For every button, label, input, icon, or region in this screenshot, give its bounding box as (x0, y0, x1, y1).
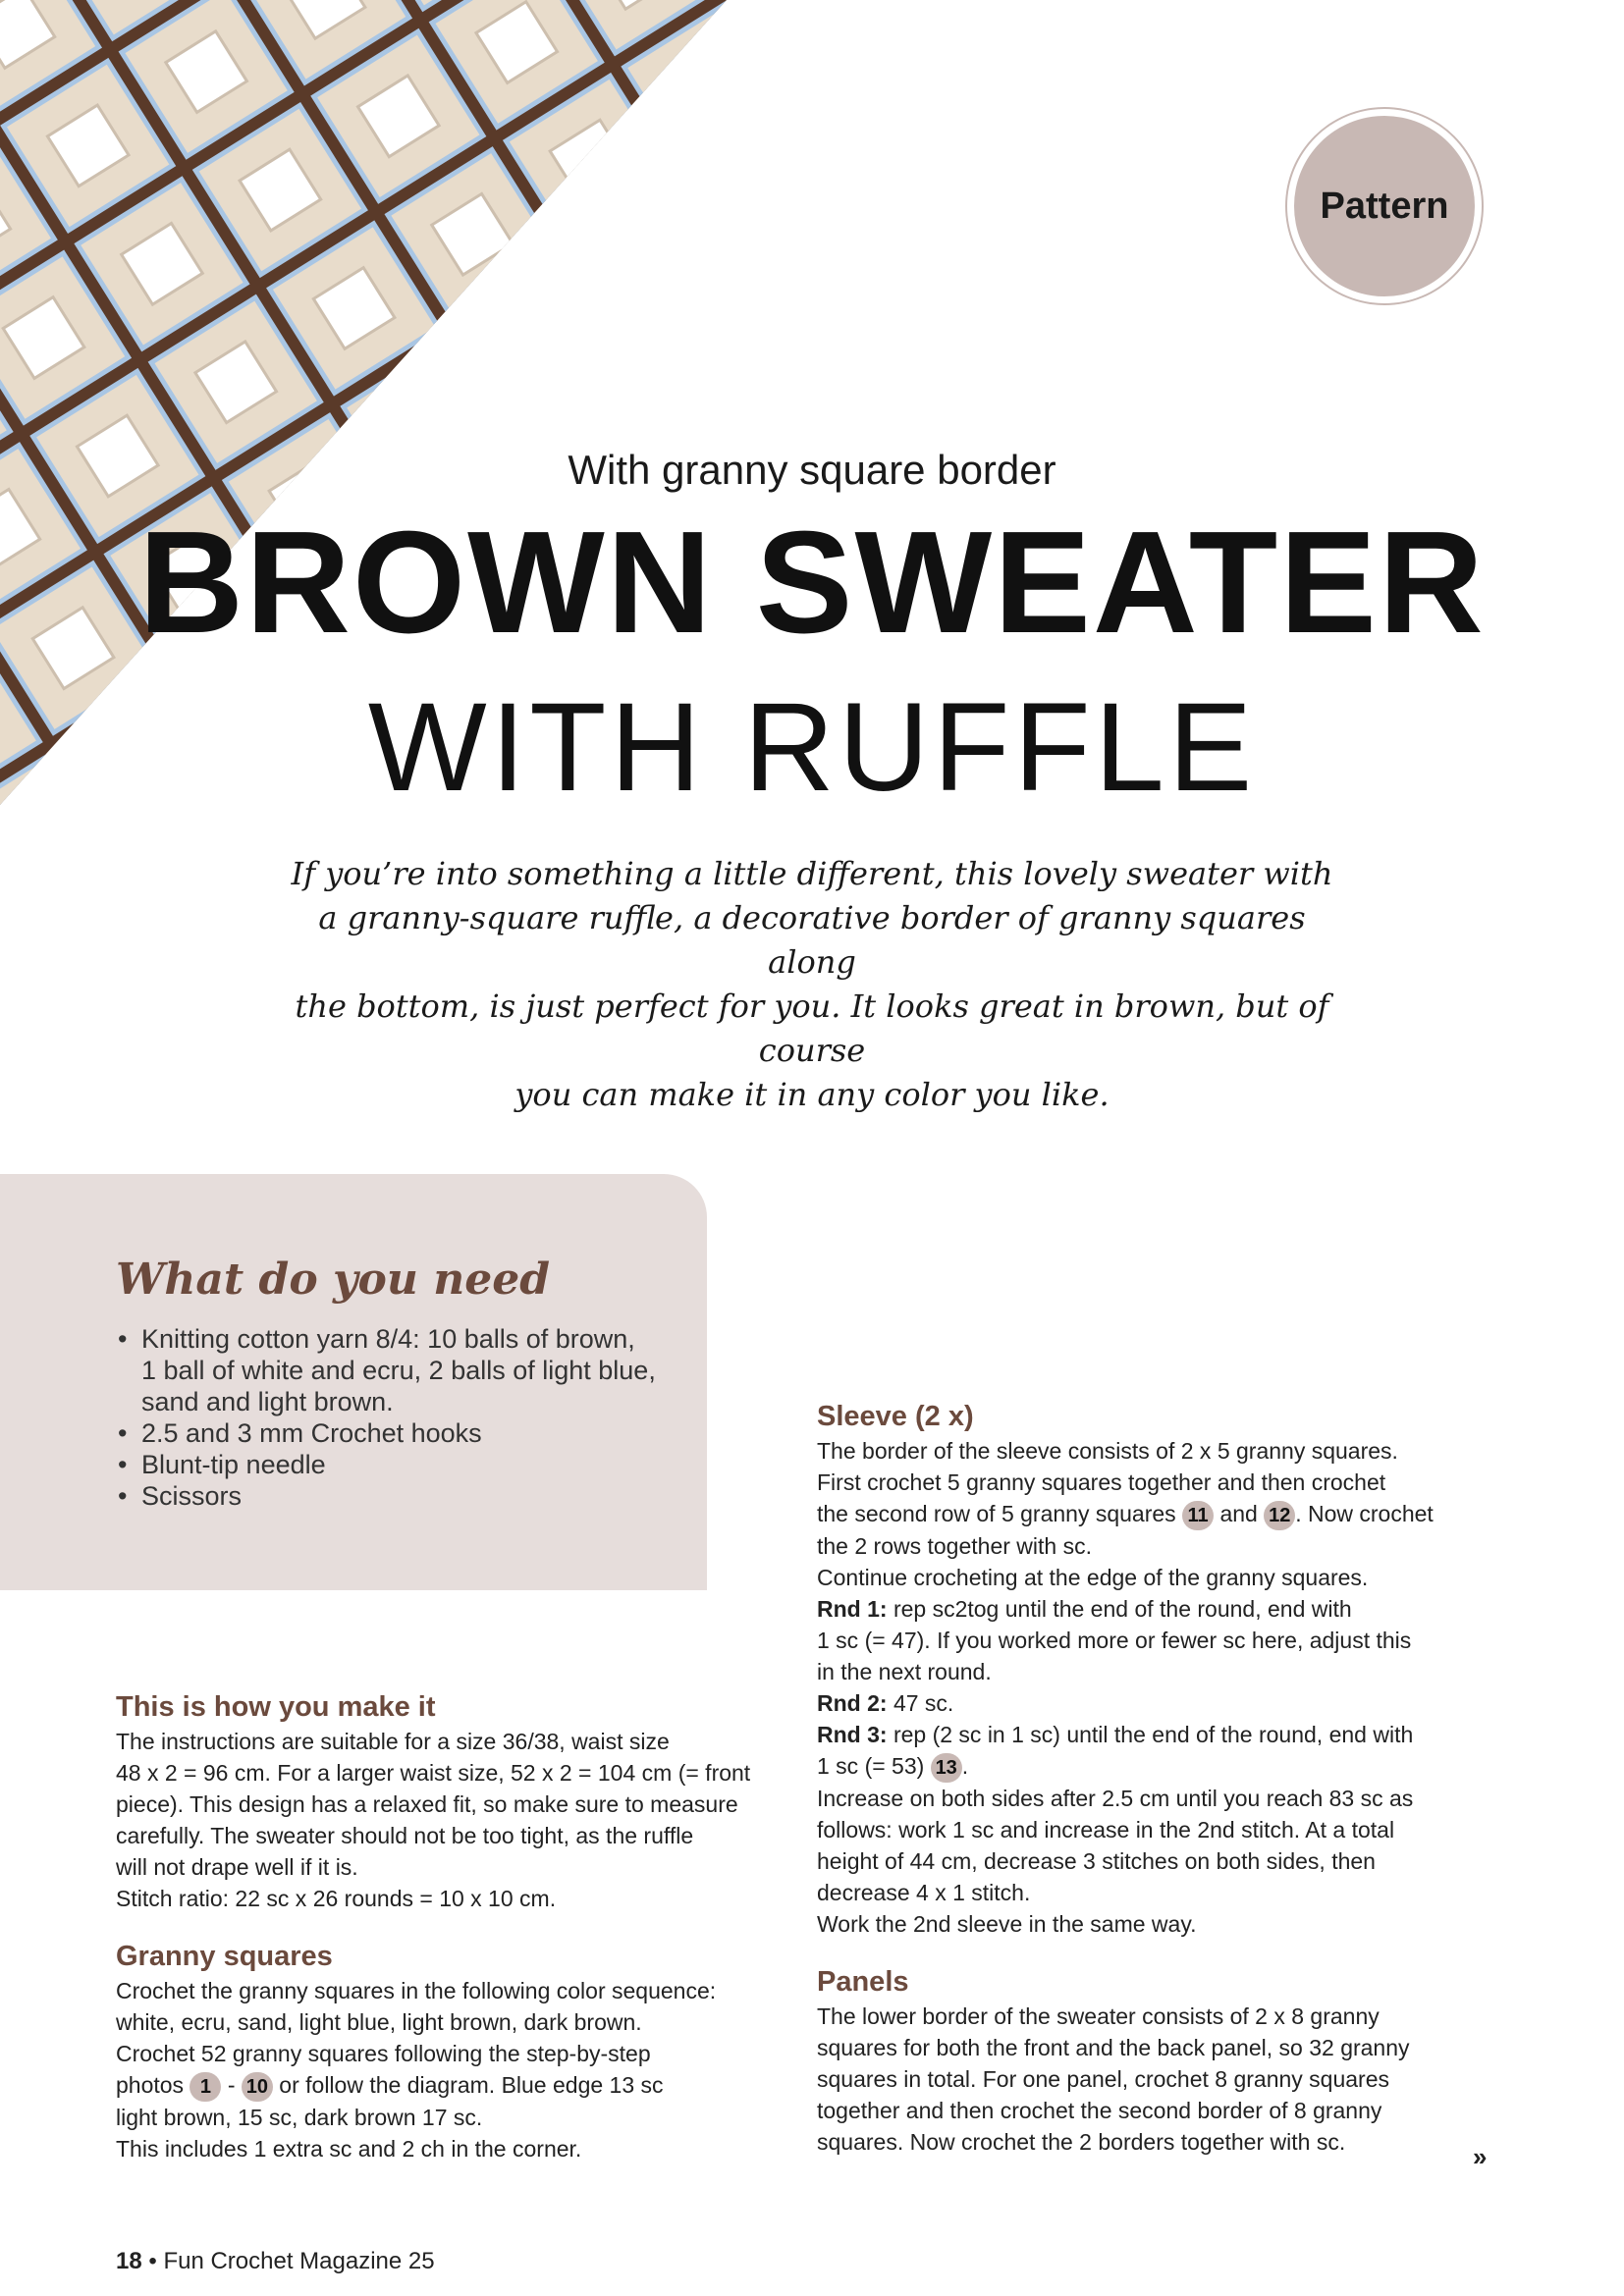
body-line: follows: work 1 sc and increase in the 2nd stitch. At a total (817, 1816, 1395, 1842)
left-column (116, 1688, 784, 2164)
body-text: - (227, 2072, 236, 2098)
body-line: This includes 1 extra sc and 2 ch in the corner. (116, 2135, 582, 2162)
intro-line: If you’re into something a little different, this lovely sweater with (291, 855, 1333, 892)
intro-paragraph (272, 852, 1352, 1117)
right-column (817, 1398, 1494, 2158)
round-label: Rnd 3: (817, 1721, 888, 1747)
body-line: the 2 rows together with sc. (817, 1532, 1092, 1559)
materials-item-text: sand and light brown. (141, 1387, 394, 1416)
body-line (817, 1593, 1494, 1625)
photo-number-badge: 13 (931, 1753, 962, 1783)
continue-arrow-icon: » (1473, 2142, 1488, 2171)
photo-number-badge: 1 (189, 2072, 221, 2102)
body-line: The lower border of the sweater consists of 2 x 8 granny (817, 2002, 1380, 2029)
body-line: together and then crochet the second border of 8 granny (817, 2097, 1382, 2123)
body-line: The instructions are suitable for a size 36/38, waist size (116, 1729, 670, 1754)
materials-item (116, 1323, 705, 1417)
body-text: . (961, 1752, 969, 1779)
body-text: photos (116, 2072, 185, 2098)
magazine-name: Fun Crochet Magazine 25 (163, 2248, 435, 2274)
body-text: the second row of 5 granny squares (817, 1501, 1176, 1526)
article-subtitle: With granny square border (568, 447, 1056, 493)
body-line: squares for both the front and the back panel, so 32 granny (817, 2034, 1410, 2060)
body-line: light brown, 15 sc, dark brown 17 sc. (116, 2104, 483, 2130)
panels-heading: Panels (817, 1965, 909, 1998)
intro-line: a granny-square ruffle, a decorative border of granny squares along (318, 899, 1306, 981)
body-line (817, 1750, 1494, 1783)
body-line: Stitch ratio: 22 sc x 26 rounds = 10 x 10 cm. (116, 1886, 557, 1911)
materials-item: • 2.5 and 3 mm Crochet hooks (116, 1417, 705, 1449)
body-text: 1 sc (= 53) (817, 1752, 925, 1779)
body-text: rep sc2tog until the end of the round, end with (893, 1595, 1352, 1622)
article-title-line2: WITH RUFFLE (367, 677, 1257, 818)
materials-item-text: 1 ball of white and ecru, 2 balls of light blue, (141, 1356, 656, 1385)
body-line: Work the 2nd sleeve in the same way. (817, 1910, 1197, 1937)
body-text: . Now crochet (1295, 1501, 1434, 1526)
body-line: Increase on both sides after 2.5 cm until you reach 83 sc as (817, 1785, 1414, 1811)
body-line (817, 1687, 1494, 1719)
howto-heading: This is how you make it (116, 1691, 436, 1723)
body-line: squares in total. For one panel, crochet 8 granny squares (817, 2065, 1390, 2092)
materials-item: • Scissors (116, 1480, 705, 1512)
body-line: First crochet 5 granny squares together and then crochet (817, 1469, 1386, 1495)
body-line: squares. Now crochet the 2 borders together with sc. (817, 2128, 1346, 2155)
photo-number-badge: 12 (1264, 1501, 1295, 1530)
body-line (817, 1719, 1494, 1750)
pattern-badge-label: Pattern (1320, 185, 1449, 227)
body-text: rep (2 sc in 1 sc) until the end of the round, end with (893, 1721, 1414, 1747)
intro-line: the bottom, is just perfect for you. It looks great in brown, but of course (295, 988, 1329, 1069)
body-line: Crochet the granny squares in the following color sequence: (116, 1978, 717, 2003)
body-text: or follow the diagram. Blue edge 13 sc (279, 2072, 664, 2098)
page-footer (116, 2248, 435, 2275)
body-line: carefully. The sweater should not be too tight, as the ruffle (116, 1823, 694, 1848)
photo-number-badge: 10 (242, 2072, 273, 2102)
round-label: Rnd 1: (817, 1595, 888, 1622)
body-line: in the next round. (817, 1658, 992, 1684)
body-line (817, 1498, 1494, 1530)
body-line: white, ecru, sand, light blue, light brown, dark brown. (116, 2009, 642, 2035)
body-line: decrease 4 x 1 stitch. (817, 1879, 1031, 1905)
intro-line: you can make it in any color you like. (514, 1076, 1110, 1113)
pattern-badge (1294, 116, 1475, 296)
body-line: will not drape well if it is. (116, 1854, 358, 1880)
article-title-line1: BROWN SWEATER (138, 502, 1486, 664)
footer-separator: • (148, 2248, 157, 2274)
materials-list (116, 1323, 705, 1512)
body-text: and (1219, 1501, 1258, 1526)
body-line: 1 sc (= 47). If you worked more or fewer sc here, adjust this (817, 1627, 1412, 1653)
materials-item-text: Knitting cotton yarn 8/4: 10 balls of brown, (141, 1324, 635, 1354)
body-line: Crochet 52 granny squares following the step-by-step (116, 2041, 651, 2066)
sleeve-heading: Sleeve (2 x) (817, 1401, 974, 1432)
round-label: Rnd 2: (817, 1689, 888, 1716)
materials-item: • Blunt-tip needle (116, 1449, 705, 1480)
body-line: 48 x 2 = 96 cm. For a larger waist size, 52 x 2 = 104 cm (= front (116, 1760, 751, 1786)
photo-number-badge: 11 (1182, 1501, 1214, 1530)
body-line: The border of the sleeve consists of 2 x 5 granny squares. (817, 1438, 1398, 1464)
granny-heading: Granny squares (116, 1941, 333, 1972)
body-line: Continue crocheting at the edge of the granny squares. (817, 1564, 1369, 1590)
body-text: 47 sc. (893, 1689, 954, 1716)
page-number: 18 (116, 2248, 142, 2274)
body-line (116, 2069, 784, 2102)
body-line: height of 44 cm, decrease 3 stitches on both sides, then (817, 1847, 1376, 1874)
materials-heading: What do you need (116, 1255, 550, 1305)
body-line: piece). This design has a relaxed fit, so make sure to measure (116, 1791, 738, 1817)
